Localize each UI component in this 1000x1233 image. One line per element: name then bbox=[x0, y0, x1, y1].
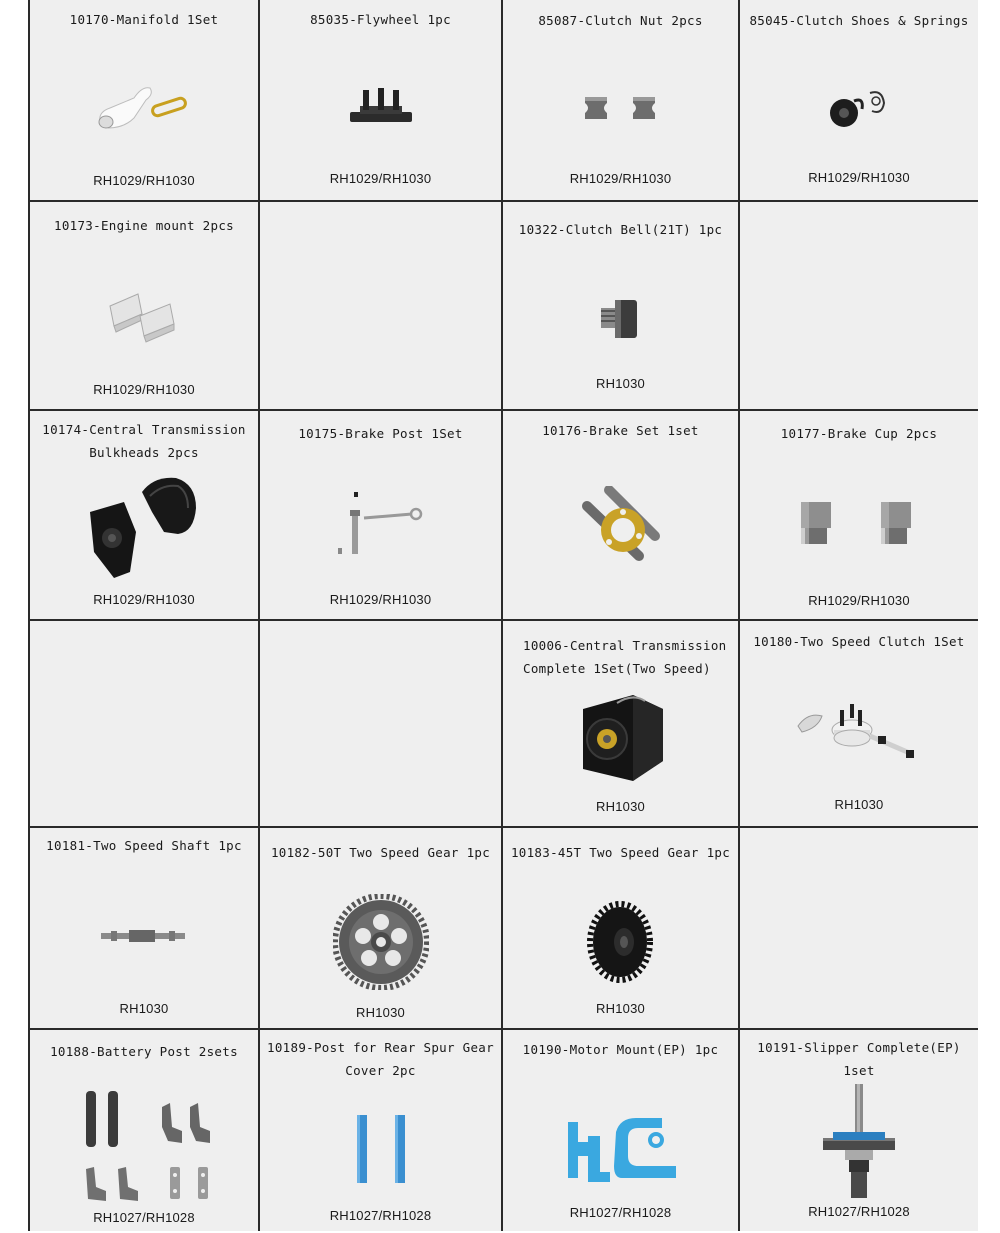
part-cell bbox=[503, 828, 740, 1030]
part-code: RH1029/RH1030 bbox=[93, 592, 195, 607]
brake-post-icon bbox=[260, 461, 501, 585]
two-speed-clutch-icon bbox=[740, 671, 978, 792]
part-title: 10190-Motor Mount(EP) 1pc bbox=[522, 1042, 719, 1057]
part-code: RH1030 bbox=[119, 1001, 169, 1016]
engine-mount-icon bbox=[30, 252, 258, 375]
part-title: 10170-Manifold 1Set bbox=[69, 12, 219, 27]
bulkhead-icon bbox=[30, 469, 258, 585]
part-code: RH1029/RH1030 bbox=[808, 593, 910, 608]
part-cell bbox=[503, 411, 740, 621]
part-title: 10322-Clutch Bell(21T) 1pc bbox=[518, 222, 723, 237]
part-title: 10173-Engine mount 2pcs bbox=[54, 218, 234, 233]
part-title: 85035-Flywheel 1pc bbox=[310, 12, 451, 27]
part-cell bbox=[503, 1030, 740, 1231]
part-cell bbox=[740, 1030, 978, 1231]
part-title: 10181-Two Speed Shaft 1pc bbox=[46, 838, 242, 853]
part-title: 10174-Central Transmission Bulkheads 2pcs bbox=[42, 422, 246, 460]
part-title: 10175-Brake Post 1Set bbox=[298, 426, 463, 441]
part-title: 10176-Brake Set 1set bbox=[542, 423, 699, 438]
part-cell bbox=[740, 0, 978, 202]
part-code: RH1029/RH1030 bbox=[569, 171, 672, 186]
part-code: RH1029/RH1030 bbox=[329, 171, 432, 186]
gear-45t-icon bbox=[503, 890, 738, 994]
clutch-shoes-icon bbox=[740, 50, 978, 166]
part-code: RH1029/RH1030 bbox=[329, 592, 432, 607]
part-cell bbox=[30, 0, 260, 202]
part-code: RH1030 bbox=[596, 799, 645, 814]
part-title: 10180-Two Speed Clutch 1Set bbox=[753, 634, 965, 649]
part-code: RH1027/RH1028 bbox=[569, 1205, 672, 1220]
gear-50t-icon bbox=[260, 890, 501, 994]
part-cell bbox=[260, 411, 503, 621]
post-icon bbox=[260, 1106, 501, 1191]
clutch-bell-icon bbox=[503, 262, 738, 375]
shaft-icon bbox=[30, 878, 258, 994]
part-cell bbox=[260, 0, 503, 202]
empty-cell bbox=[740, 202, 978, 411]
part-code: RH1030 bbox=[596, 376, 645, 391]
empty-cell bbox=[260, 621, 503, 828]
part-cell bbox=[503, 621, 740, 828]
part-title: 85087-Clutch Nut 2pcs bbox=[538, 13, 703, 28]
part-title: 10188-Battery Post 2sets bbox=[50, 1044, 238, 1059]
battery-post-icon bbox=[30, 1088, 258, 1201]
part-cell bbox=[503, 202, 740, 411]
brake-cup-icon bbox=[740, 461, 978, 585]
part-code: RH1030 bbox=[834, 797, 884, 812]
part-code: RH1029/RH1030 bbox=[93, 173, 195, 188]
part-code: RH1027/RH1028 bbox=[329, 1208, 432, 1223]
manifold-icon bbox=[30, 50, 258, 166]
part-code: RH1027/RH1028 bbox=[93, 1210, 195, 1225]
part-code: RH1029/RH1030 bbox=[93, 382, 195, 397]
part-cell bbox=[740, 411, 978, 621]
motor-mount-icon bbox=[503, 1108, 738, 1191]
parts-catalog-grid bbox=[28, 0, 976, 1231]
part-cell bbox=[30, 411, 260, 621]
part-cell bbox=[260, 1030, 503, 1231]
part-cell bbox=[740, 621, 978, 828]
part-cell bbox=[503, 0, 740, 202]
part-cell bbox=[30, 828, 260, 1030]
part-title: 10183-45T Two Speed Gear 1pc bbox=[510, 845, 731, 860]
part-cell bbox=[30, 1030, 260, 1231]
empty-cell bbox=[260, 202, 503, 411]
part-title: 10177-Brake Cup 2pcs bbox=[780, 426, 938, 441]
part-title: 10189-Post for Rear Spur Gear Cover 2pc bbox=[267, 1040, 494, 1078]
empty-cell bbox=[740, 828, 978, 1030]
part-cell bbox=[30, 202, 260, 411]
empty-cell bbox=[30, 621, 260, 828]
part-title: 10191-Slipper Complete(EP) 1set bbox=[757, 1040, 961, 1078]
brake-set-icon bbox=[503, 471, 738, 585]
part-title: 10182-50T Two Speed Gear 1pc bbox=[270, 845, 491, 860]
part-title: 85045-Clutch Shoes & Springs bbox=[749, 13, 969, 28]
part-cell bbox=[260, 828, 503, 1030]
part-code: RH1030 bbox=[356, 1005, 405, 1020]
part-code: RH1030 bbox=[596, 1001, 645, 1016]
part-code: RH1029/RH1030 bbox=[808, 170, 910, 185]
flywheel-icon bbox=[260, 50, 501, 166]
part-code: RH1027/RH1028 bbox=[808, 1204, 910, 1219]
clutch-nut-icon bbox=[503, 50, 738, 166]
transmission-icon bbox=[503, 685, 738, 792]
part-title: 10006-Central Transmission Complete 1Set(Two Speed) bbox=[523, 638, 727, 676]
slipper-icon bbox=[740, 1082, 978, 1199]
